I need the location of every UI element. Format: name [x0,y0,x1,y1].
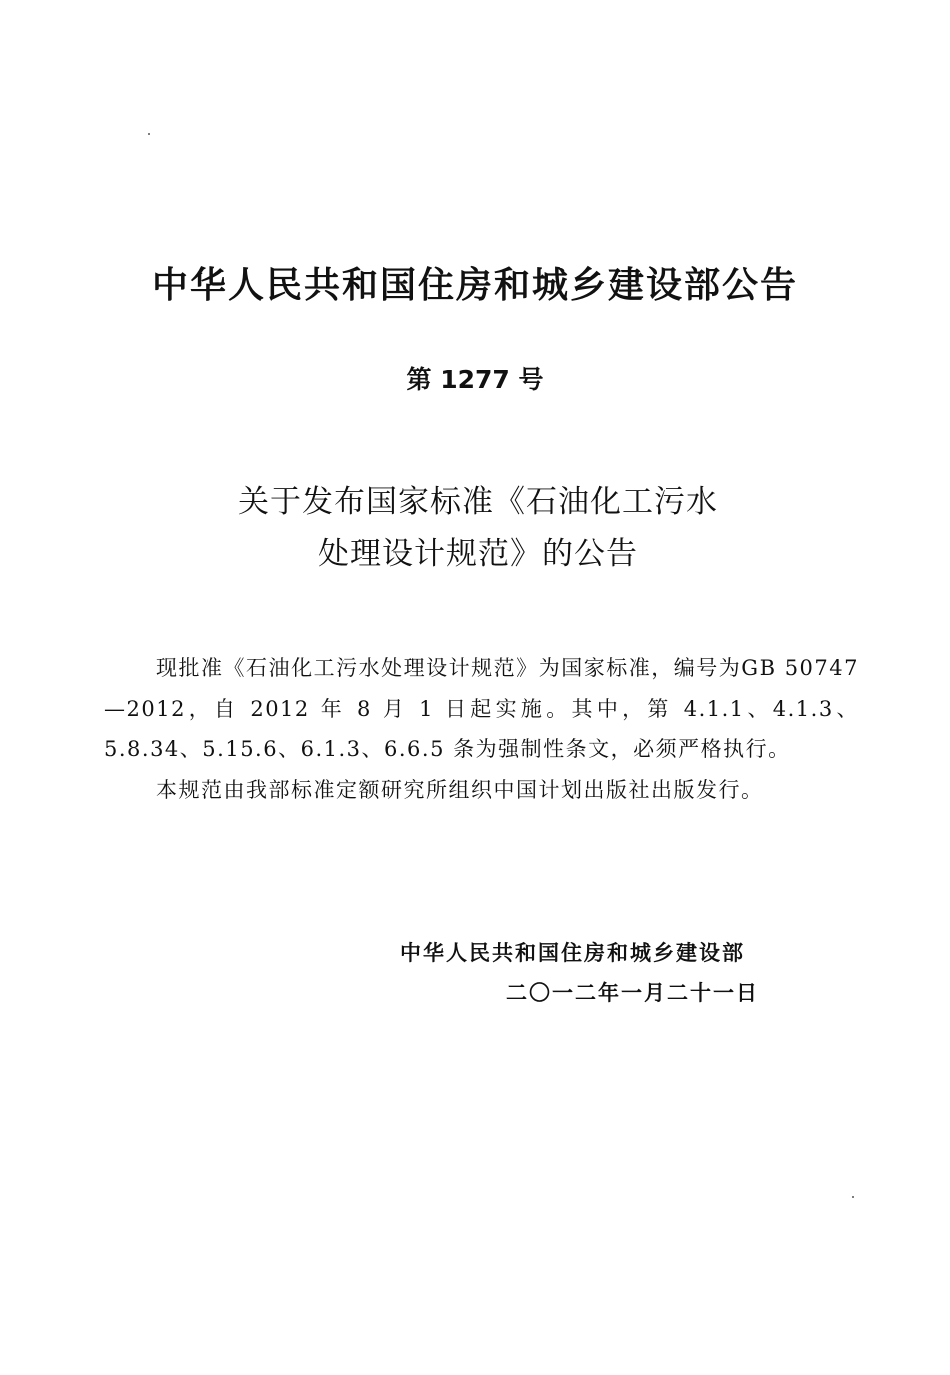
announcement-title: 中华人民共和国住房和城乡建设部公告 [151,265,798,306]
announcement-subtitle [0,476,950,580]
announcement-body [104,648,859,810]
subtitle-line-2: 处理设计规范》的公告 [318,536,638,572]
subtitle-line-1: 关于发布国家标准《石油化工污水 [238,484,718,520]
announcement-number: 第 1277 号 [406,365,544,394]
issue-date: 二〇一二年一月二十一日 [506,981,759,1005]
issuer-name: 中华人民共和国住房和城乡建设部 [400,941,745,965]
body-paragraph-approval: 现批准《石油化工污水处理设计规范》为国家标准，编号为GB 50747—2012，自 2012 年 8 月 1 日起实施。其中，第 4.1.1、4.1.3、5.8.34、5.15.6、6.1.3、6.6.5 条为强制性条文，必须严格执行。 [104,656,859,761]
scan-speck [852,1196,854,1198]
scan-speck [148,133,150,135]
signature-block [400,933,810,1013]
body-paragraph-publication: 本规范由我部标准定额研究所组织中国计划出版社出版发行。 [156,777,764,802]
